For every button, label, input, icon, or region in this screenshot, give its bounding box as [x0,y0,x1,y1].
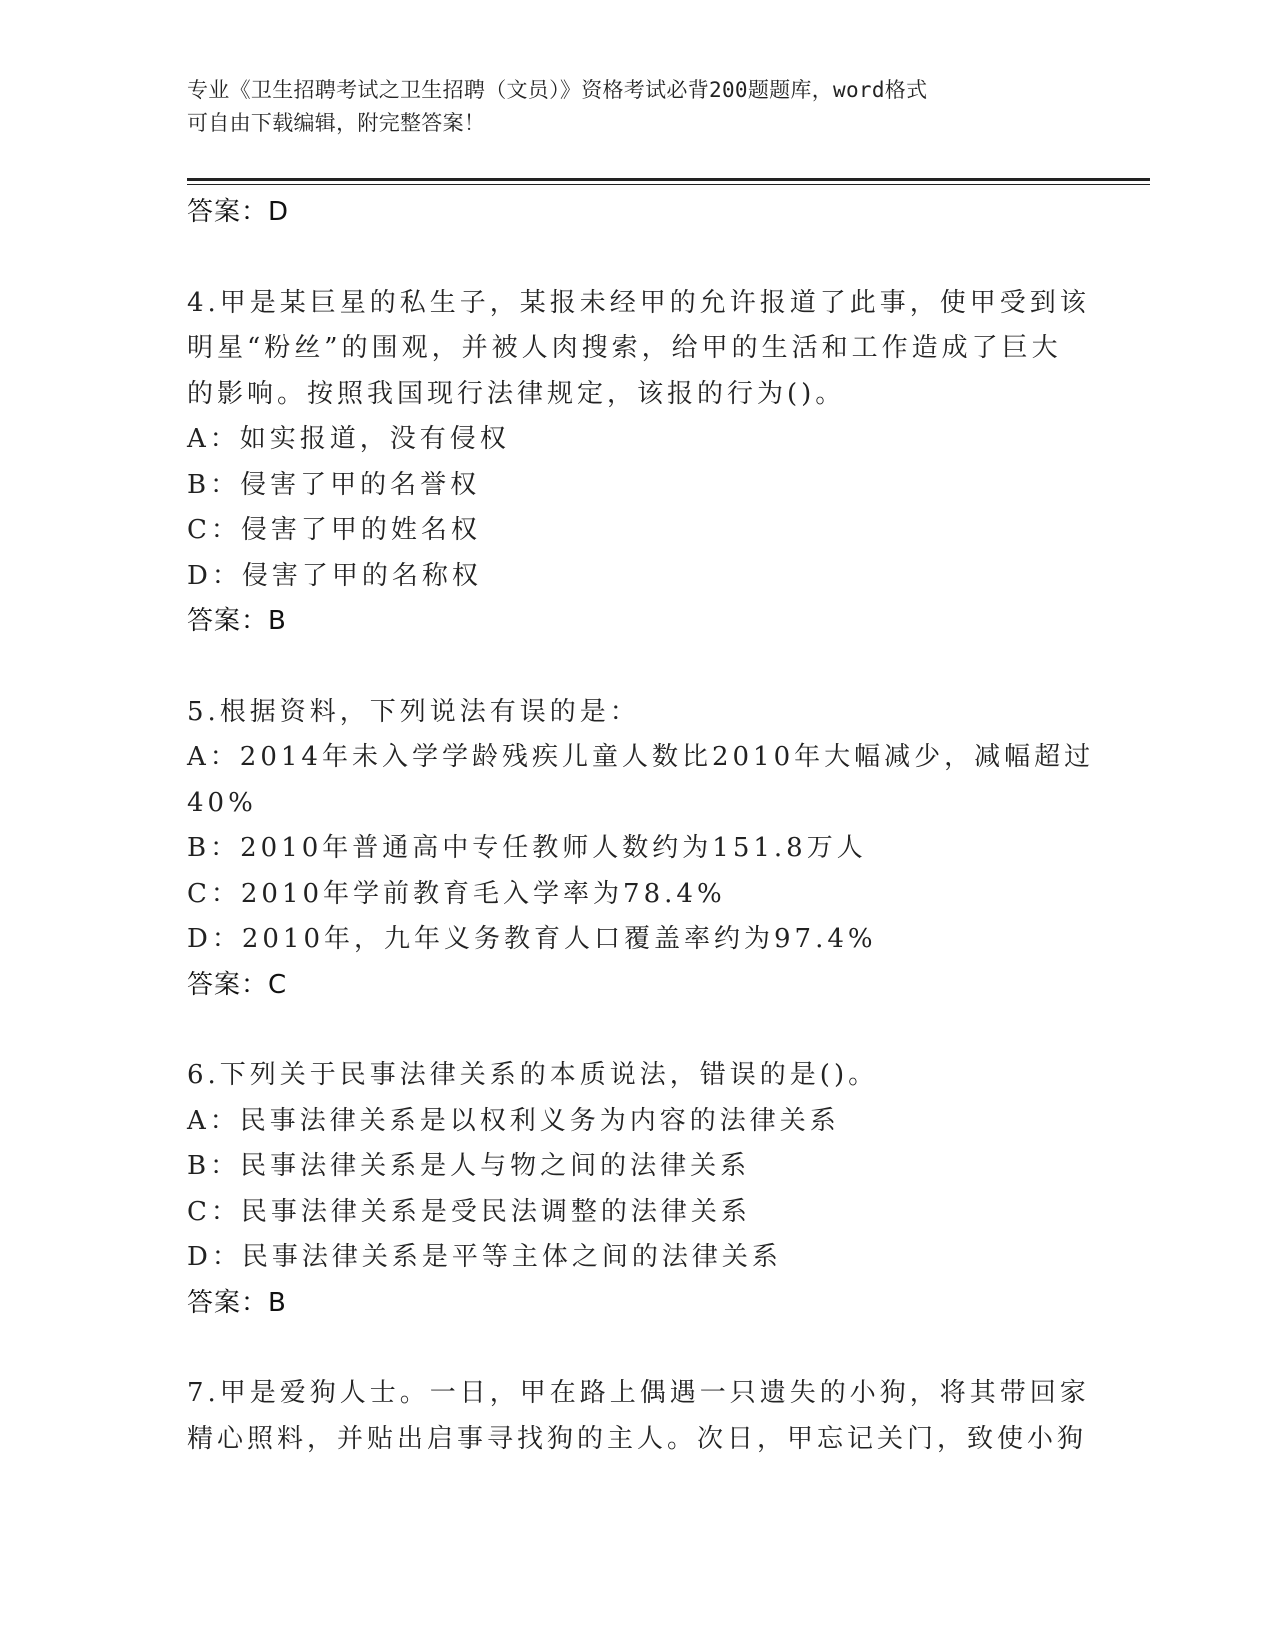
option-a: A：民事法律关系是以权利义务为内容的法律关系 [187,1105,840,1136]
option-b: B：侵害了甲的名誉权 [187,469,481,500]
spacer [187,645,1067,690]
answer-line: 答案：B [187,1287,287,1318]
question-block [187,1053,1067,1326]
question-stem: 4.甲是某巨星的私生子，某报未经甲的允许报道了此事，使甲受到该 [187,287,1090,318]
option-d: D：侵害了甲的名称权 [187,560,482,591]
option-d: D：民事法律关系是平等主体之间的法律关系 [187,1242,782,1272]
option-b: B：民事法律关系是人与物之间的法律关系 [187,1151,751,1181]
question-block [187,1371,1090,1462]
option-b: B：2010年普通高中专任教师人数约为151.8万人 [187,833,867,863]
header-rule-thin [187,184,1150,185]
question-block [187,690,1095,1009]
question-stem: 精心照料，并贴出启事寻找狗的主人。次日，甲忘记关门，致使小狗 [187,1423,1088,1454]
header-rule-thick [187,178,1150,181]
question-stem: 7.甲是爱狗人士。一日，甲在路上偶遇一只遗失的小狗，将其带回家 [187,1378,1090,1408]
answer-line: 答案：D [187,197,290,227]
question-stem: 明星“粉丝”的围观，并被人肉搜索，给甲的生活和工作造成了巨大 [187,333,1062,363]
option-c: C：民事法律关系是受民法调整的法律关系 [187,1196,751,1227]
option-a: A：2014年未入学学龄残疾儿童人数比2010年大幅减少，减幅超过 [187,742,1095,772]
page-header [187,74,1067,140]
option-a: A：如实报道，没有侵权 [187,424,510,454]
question-list [187,190,1095,1462]
spacer [187,1326,1067,1371]
spacer [187,1008,1067,1053]
option-c: C：侵害了甲的姓名权 [187,515,481,545]
header-line-1: 专业《卫生招聘考试之卫生招聘（文员）》资格考试必背200题题库，word格式 [187,78,928,102]
header-line-2: 可自由下载编辑，附完整答案！ [187,111,486,135]
option-d: D：2010年，九年义务教育人口覆盖率约为97.4% [187,924,877,954]
spacer [187,236,1067,281]
option-c: C：2010年学前教育毛入学率为78.4% [187,878,726,909]
question-block [187,281,1090,645]
option-a-continued: 40% [187,787,257,818]
question-stem: 6.下列关于民事法律关系的本质说法，错误的是()。 [187,1060,879,1090]
question-stem: 的影响。按照我国现行法律规定，该报的行为()。 [187,378,846,409]
question-stem: 5.根据资料，下列说法有误的是： [187,696,640,727]
answer-line: 答案：C [187,969,288,1000]
answer-line: 答案：B [187,606,287,636]
